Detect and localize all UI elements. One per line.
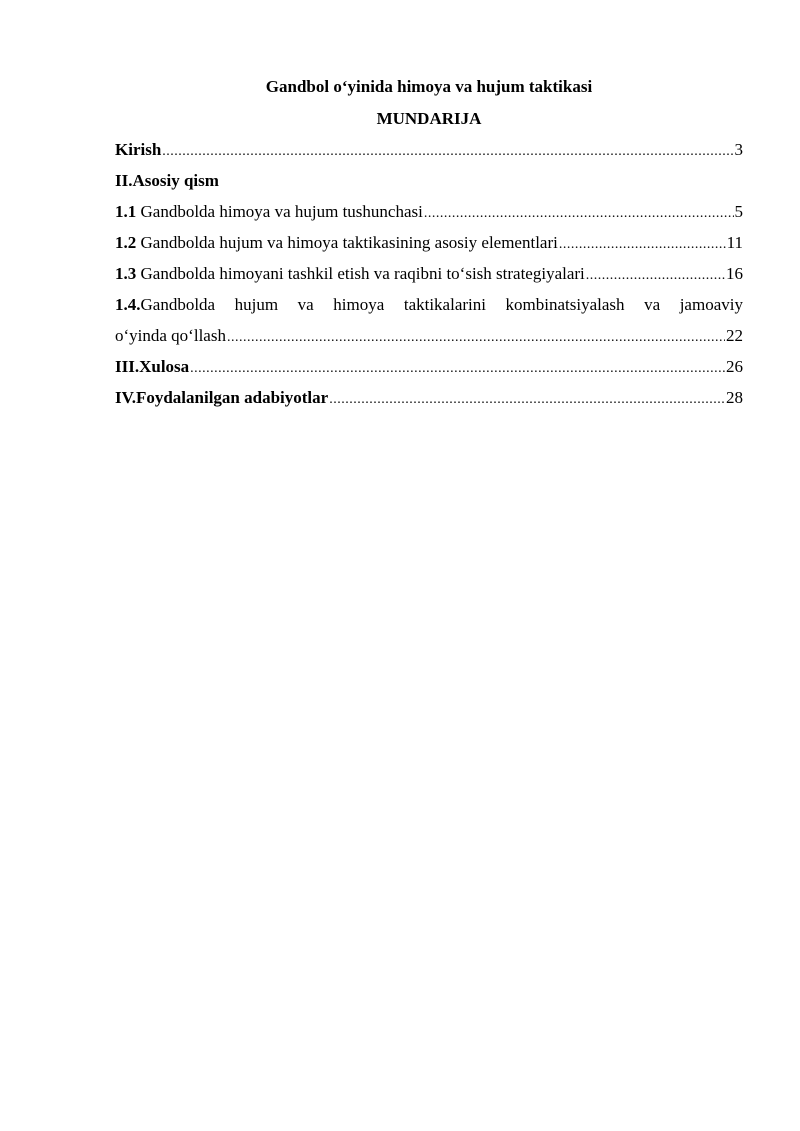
dot-leader (227, 322, 725, 353)
dot-leader (162, 136, 733, 167)
document-page (115, 74, 743, 413)
toc-entry-number: 1.2 (115, 233, 137, 252)
toc-section-heading: II.Asosiy qism (115, 171, 219, 190)
toc-entry-label: IV.Foydalanilgan adabiyotlar (115, 388, 329, 407)
toc-page-number: 16 (726, 264, 743, 283)
dot-leader (586, 260, 725, 291)
document-title: Gandbol o‘yinida himoya va hujum taktikasi (265, 77, 593, 96)
toc-word: kombinatsiyalash (505, 295, 625, 314)
toc-entry-conclusion[interactable] (115, 351, 743, 382)
toc-entry-1-4-line1[interactable] (115, 289, 743, 320)
dot-leader (424, 198, 734, 229)
toc-entry-label: Gandbolda hujum va himoya taktikasining asosiy elementlari (136, 233, 558, 252)
toc-page-number: 3 (734, 140, 743, 159)
toc-entry-1-1[interactable] (115, 196, 743, 227)
toc-page-number: 28 (726, 388, 743, 407)
toc-entry-label: Gandbolda himoyani tashkil etish va raqibni to‘sish strategiyalari (136, 264, 585, 283)
toc-page-number: 11 (726, 233, 743, 252)
toc-entry-label: Kirish (115, 140, 162, 159)
toc-page-number: 5 (734, 202, 743, 221)
toc-word: himoya (333, 295, 385, 314)
toc-entry-1-2[interactable] (115, 227, 743, 258)
toc-entry-number: 1.4. (115, 295, 141, 314)
toc-word: va (297, 295, 314, 314)
toc-word: taktikalarini (403, 295, 486, 314)
toc-entry-1-4-line2[interactable] (115, 320, 743, 351)
dot-leader (559, 229, 726, 260)
toc-word: jamoaviy (679, 295, 743, 314)
toc-page-number: 22 (726, 326, 743, 345)
toc-word: va (644, 295, 661, 314)
toc-entry-label: o‘yinda qo‘llash (115, 326, 226, 345)
toc-entry-references[interactable] (115, 382, 743, 413)
toc-entry-number: 1.1 (115, 202, 137, 221)
toc-page-number: 26 (726, 357, 743, 376)
toc-word: Gandbolda (140, 295, 216, 314)
toc-entry-intro[interactable] (115, 134, 743, 165)
toc-entry-1-3[interactable] (115, 258, 743, 289)
dot-leader (190, 353, 725, 384)
toc-word: hujum (234, 295, 279, 314)
toc-entry-label: III.Xulosa (115, 357, 190, 376)
toc-entry-number: 1.3 (115, 264, 137, 283)
toc-heading: MUNDARIJA (376, 109, 482, 128)
dot-leader (329, 384, 725, 415)
toc-entry-label: Gandbolda himoya va hujum tushunchasi (136, 202, 423, 221)
